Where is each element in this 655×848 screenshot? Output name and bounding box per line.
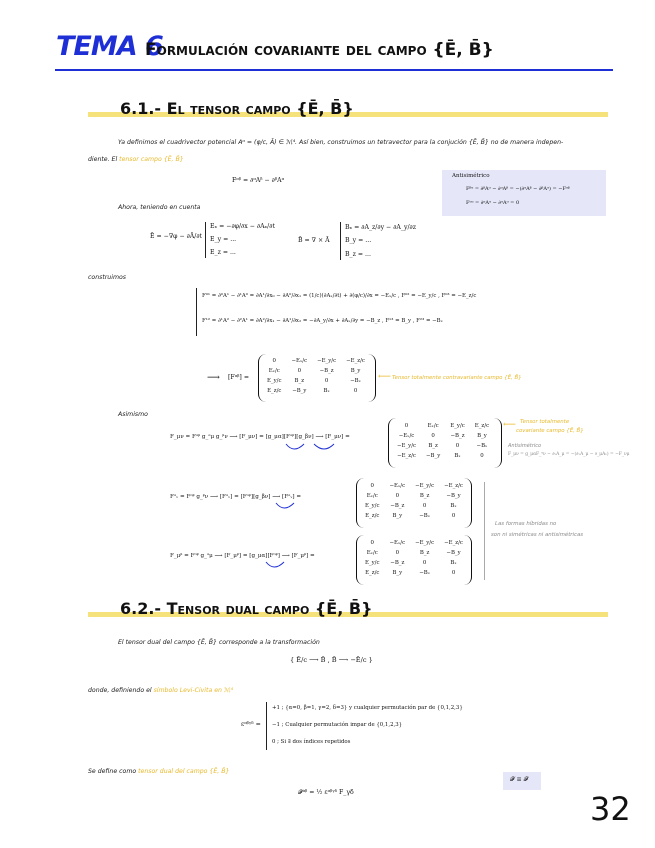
matrix-cell: 0 xyxy=(431,433,435,439)
construimos: construimos xyxy=(88,274,126,281)
cov-antisym-title: Antisimétrico xyxy=(508,443,542,449)
cov-matrix xyxy=(391,420,495,462)
section1-intro: Ya definimos el cuadrivector potencial Aᵅ = (φ/c, Ā) ∈ ℳ⁴. Así bien, construimos un tetravector para la conjución {Ē, B̄} no de manera indepen- xyxy=(118,139,564,146)
mix1-curve xyxy=(272,501,302,513)
matrix-cell: B_z xyxy=(419,550,430,556)
matrix-cell: E_y/c xyxy=(267,378,282,384)
cov-equation: F_μν = Fᵅᵝ g_ᵅμ g_ᵝν ⟶ [F_μν] = [g_μα][Fᵅᵝ][g_βν] ⟶ [F_μν] = xyxy=(170,434,350,440)
cov-note-arrow-icon: ⟵ xyxy=(503,420,516,430)
matrix-cell: −Eₓ/c xyxy=(389,540,406,546)
section1-intro2 xyxy=(88,155,184,164)
matrix-cell: Eₓ/c xyxy=(268,368,280,374)
matrix-cell: Eₓ/c xyxy=(366,493,378,499)
levi-label: εᵅᵝᵞᵟ = xyxy=(241,721,261,728)
levi-brace xyxy=(266,702,267,750)
section1-title: 6.1.- El tensor campo {Ē, B̄} xyxy=(120,99,354,118)
matrix-cell: B_z xyxy=(428,443,438,449)
b-row-y: B_y = ... xyxy=(345,237,372,244)
mix2-matrix xyxy=(359,537,469,579)
matrix-cell: Bₓ xyxy=(454,453,461,459)
matrix-cell: E_z/c xyxy=(365,513,380,519)
matrix-row xyxy=(263,357,369,365)
matrix-cell: B_y xyxy=(477,433,487,439)
matrix-row xyxy=(361,482,467,490)
matrix-row xyxy=(393,452,493,460)
matrix-cell: Bₓ xyxy=(323,388,330,394)
matrix-cell: −E_y/c xyxy=(397,443,417,449)
matrix-cell: −B_y xyxy=(292,388,307,394)
mix2-equation: F_μᵝ = Fᵅᵝ g_ᵅμ ⟶ [F_μᵝ] = [g_μα][Fᵅᵝ] ⟶ [F_μᵝ] = xyxy=(170,553,315,559)
section2-title: 6.2.- Tensor dual campo {Ē, B̄} xyxy=(120,599,373,618)
mix-note-2: son ni simétricas ni antisimétricas xyxy=(491,532,584,538)
e-brace xyxy=(205,222,206,258)
matrix-row xyxy=(361,539,467,547)
antisym-line1: Fᵝᵅ = ∂ᵝAᵅ − ∂ᵅAᵝ = −(∂ᵅAᵝ − ∂ᵝAᵅ) = −Fᵅᵝ xyxy=(466,186,570,192)
matrix-cell: 0 xyxy=(272,358,276,364)
levi-row-1: +1 ; {α=0, β=1, γ=2, δ=3} y cualquier permutación par de {0,1,2,3} xyxy=(272,705,463,711)
matrix-row xyxy=(361,559,467,567)
dual-definition: 𝓕ᵅᵝ = ½ εᵅᵝᵞᵟ F_γδ xyxy=(298,789,354,796)
e-row-z: E_z = ... xyxy=(210,249,236,256)
matrix-cell: 0 xyxy=(404,423,409,429)
mix2-curve xyxy=(262,560,292,572)
matrix-cell: E_y/c xyxy=(450,423,465,429)
header-rule xyxy=(55,69,613,71)
b-definition: B̄ = ∇ × Ā xyxy=(298,237,330,244)
contra-arrow-icon: ⟶ xyxy=(207,373,220,383)
matrix-cell: B_y xyxy=(392,570,403,576)
tensor-row-2: F¹² = ∂¹A² − ∂²A¹ = ∂A²/∂x₁ − ∂A¹/∂x₂ = −∂A_y/∂x + ∂Aₓ/∂y = −B_z , F¹³ = B_y , F²³ = −Bₓ xyxy=(202,318,443,324)
matrix-row xyxy=(263,377,369,385)
tensor-row-1: F⁰¹ = ∂⁰A¹ − ∂¹A⁰ = ∂A¹/∂x₀ − ∂A⁰/∂x₁ = (1/c)(∂Aₓ/∂t) + ∂(φ/c)/∂x = −Eₓ/c , F⁰² = −E_y/c , F⁰³ = −E_z/c xyxy=(202,293,477,299)
matrix-row xyxy=(361,569,467,577)
matrix-row xyxy=(361,512,467,520)
matrix-cell: −Bₓ xyxy=(476,443,488,449)
matrix-cell: −Bₓ xyxy=(350,378,361,384)
dual-box-text: 𝓕 ≡ 𝓕 xyxy=(510,776,529,783)
section2-intro: El tensor dual del campo {Ē, B̄} corresponde a la transformación xyxy=(118,639,320,646)
matrix-cell: −Eₓ/c xyxy=(398,433,415,439)
matrix-cell: 0 xyxy=(324,378,329,384)
contra-label: [Fᵅᵝ] = xyxy=(228,374,249,381)
matrix-cell: −Eₓ/c xyxy=(291,358,308,364)
matrix-cell: −B_z xyxy=(450,433,465,439)
matrix-cell: Bₓ xyxy=(450,560,457,566)
matrix-cell: −Eₓ/c xyxy=(389,483,406,489)
matrix-cell: −E_y/c xyxy=(317,358,337,364)
matrix-cell: E_y/c xyxy=(365,560,380,566)
levi-row-2: −1 ; Cualquier permutación impar de {0,1,2,3} xyxy=(272,722,403,728)
matrix-cell: E_z/c xyxy=(474,423,490,429)
b-brace xyxy=(340,222,341,260)
topic-number: TEMA 6 xyxy=(56,31,163,62)
contraction-curves xyxy=(280,442,360,454)
donde-prefix: donde, definiendo el xyxy=(88,687,152,694)
matrix-cell: −B_y xyxy=(426,453,441,459)
matrix-cell: −B_z xyxy=(390,503,405,509)
cov-note-1: Tensor totalmente xyxy=(520,419,570,425)
matrix-row xyxy=(361,492,467,500)
antisym-title: Antisimétrico xyxy=(452,173,490,179)
matrix-cell: E_z/c xyxy=(267,388,282,394)
matrix-cell: E_y/c xyxy=(365,503,380,509)
matrix-cell: −B_z xyxy=(390,560,405,566)
matrix-cell: −B_z xyxy=(319,368,334,374)
matrix-cell: B_z xyxy=(419,493,430,499)
tensor-term: tensor campo {Ē, B̄} xyxy=(119,156,184,163)
matrix-cell: −Bₓ xyxy=(419,513,430,519)
intro2-prefix: diente. El xyxy=(88,156,118,163)
contra-note: Tensor totalmente contravariante campo {Ē, B̄} xyxy=(392,375,522,381)
matrix-cell: −E_z/c xyxy=(397,453,416,459)
matrix-cell: 0 xyxy=(455,443,460,449)
dual-term: tensor dual del campo {Ē, B̄} xyxy=(138,768,230,775)
matrix-cell: Bₓ xyxy=(450,503,457,509)
mix1-matrix xyxy=(359,480,469,522)
matrix-cell: 0 xyxy=(451,570,456,576)
donde-text xyxy=(88,686,233,695)
matrix-cell: −E_z/c xyxy=(444,540,463,546)
e-row-x: Eₓ = −∂φ/∂x − ∂Aₓ/∂t xyxy=(210,223,275,230)
matrix-cell: 0 xyxy=(422,503,427,509)
cov-antisym-eq: F_μν = g_μαF_ᵅν − ∂ᵥA_μ = −(∂ᵥA_μ − ∂_μAᵥ) = −F_νμ xyxy=(508,452,630,457)
matrix-row xyxy=(361,549,467,557)
matrix-cell: B_z xyxy=(294,378,305,384)
asimismo: Asimismo xyxy=(118,411,148,418)
matrix-cell: 0 xyxy=(422,560,427,566)
matrix-cell: 0 xyxy=(395,493,400,499)
antisym-line2: Fᵅᵅ = ∂ᵅAᵅ − ∂ᵅAᵅ = 0 xyxy=(466,200,520,206)
matrix-cell: 0 xyxy=(297,368,302,374)
matrix-cell: −E_y/c xyxy=(415,483,435,489)
contra-matrix xyxy=(261,355,371,397)
matrix-cell: −E_y/c xyxy=(415,540,435,546)
e-row-y: E_y = ... xyxy=(210,236,237,243)
cov-note-2: covariante campo {Ē, B̄} xyxy=(516,428,584,434)
matrix-cell: 0 xyxy=(370,483,374,489)
matrix-row xyxy=(263,367,369,375)
mix-note-1: Las formas híbridas no xyxy=(495,521,557,527)
matrix-cell: 0 xyxy=(370,540,374,546)
mix-note-brace xyxy=(484,482,485,580)
matrix-cell: B_y xyxy=(350,368,361,374)
matrix-row xyxy=(361,502,467,510)
matrix-cell: −B_y xyxy=(446,550,461,556)
matrix-cell: −Bₓ xyxy=(419,570,430,576)
transformation: { Ē/c ⟶ B̄ , B̄ ⟶ −Ē/c } xyxy=(290,656,373,664)
define-text xyxy=(88,767,229,776)
b-row-z: B_z = ... xyxy=(345,251,371,258)
matrix-cell: 0 xyxy=(395,550,400,556)
matrix-cell: Eₓ/c xyxy=(427,423,439,429)
rows-brace xyxy=(196,288,197,336)
b-row-x: Bₓ = ∂A_z/∂y − ∂A_y/∂z xyxy=(345,224,417,231)
page-number: 32 xyxy=(590,790,631,828)
matrix-row xyxy=(393,442,493,450)
e-definition: Ē = −∇φ − ∂Ā/∂t xyxy=(150,233,203,240)
matrix-cell: B_y xyxy=(392,513,403,519)
contra-note-arrow-icon: ⟵ xyxy=(378,372,391,382)
levi-civita-term: símbolo Levi-Civita en ℳ⁴ xyxy=(153,687,233,694)
now-text: Ahora, teniendo en cuenta xyxy=(118,204,201,211)
matrix-cell: 0 xyxy=(480,453,484,459)
field-definition: Fᵅᵝ = ∂ᵅAᵝ − ∂ᵝAᵅ xyxy=(232,177,285,184)
define-prefix: Se define como xyxy=(88,768,137,775)
matrix-cell: 0 xyxy=(451,513,456,519)
matrix-row xyxy=(263,387,369,395)
topic-title: Formulación covariante del campo {Ē, B̄} xyxy=(145,40,494,60)
mix1-equation: Fᵅᵥ = Fᵅᵝ g_ᵝν ⟶ [Fᵅᵥ] = [Fᵅᵝ][g_βν] ⟶ [Fᵅᵥ] = xyxy=(170,494,302,500)
matrix-cell: E_z/c xyxy=(365,570,380,576)
matrix-cell: 0 xyxy=(353,388,358,394)
matrix-cell: −E_z/c xyxy=(346,358,365,364)
matrix-cell: −B_y xyxy=(446,493,461,499)
levi-row-3: 0 ; Si ∃ dos índices repetidos xyxy=(272,739,351,745)
matrix-cell: Eₓ/c xyxy=(366,550,378,556)
matrix-row xyxy=(393,432,493,440)
matrix-cell: −E_z/c xyxy=(444,483,463,489)
matrix-row xyxy=(393,422,493,430)
